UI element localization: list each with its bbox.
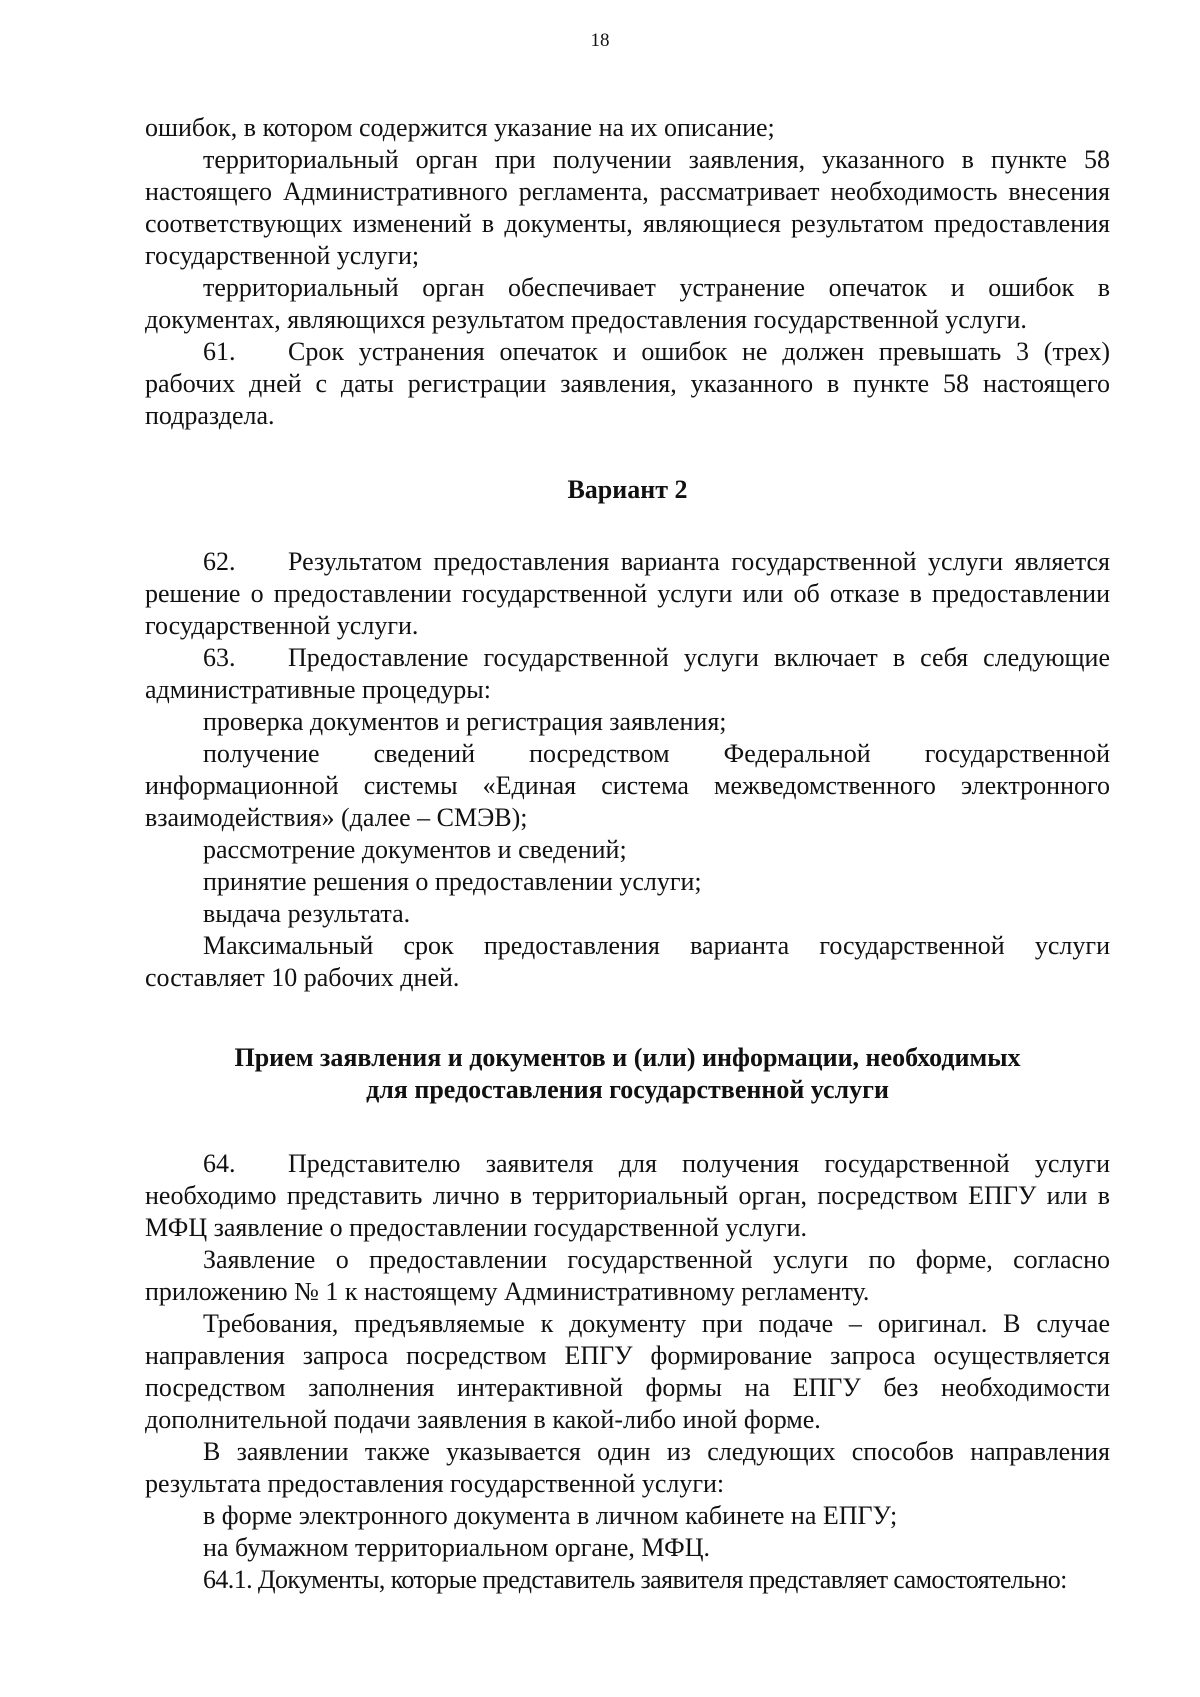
clause-63 bbox=[145, 642, 1110, 706]
clause-62-text: Результатом предоставления варианта государственной услуги является решение о предоставлении государственной услуги или об отказе в предоставлении государственной услуги. bbox=[145, 547, 1110, 640]
procedure-item: принятие решения о предоставлении услуги; bbox=[203, 867, 702, 896]
clause-61-number: 61. bbox=[203, 337, 236, 366]
heading-variant-2: Вариант 2 bbox=[567, 475, 688, 504]
procedure-item: получение сведений посредством Федеральной государственной информационной системы «Единая система межведомственного электронного взаимодействия» (далее – СМЭВ); bbox=[145, 739, 1110, 832]
procedure-item: рассмотрение документов и сведений; bbox=[203, 835, 627, 864]
clause-62 bbox=[145, 546, 1110, 642]
clause-64-number: 64. bbox=[203, 1149, 236, 1178]
page-number: 18 bbox=[590, 30, 610, 51]
paragraph-errors-continuation: ошибок, в котором содержится указание на их описание; bbox=[145, 113, 775, 142]
clause-63-text: Предоставление государственной услуги включает в себя следующие административные процедуры: bbox=[145, 643, 1110, 704]
paragraph-result-methods: В заявлении также указывается один из следующих способов направления результата предоставления государственной услуги: bbox=[145, 1437, 1110, 1498]
paragraph-territorial-correction: территориальный орган обеспечивает устранение опечаток и ошибок в документах, являющихся результатом предоставления государственной услуги. bbox=[145, 273, 1110, 334]
paragraph-application-form: Заявление о предоставлении государственной услуги по форме, согласно приложению № 1 к настоящему Административному регламенту. bbox=[145, 1245, 1110, 1306]
paragraph-max-term: Максимальный срок предоставления варианта государственной услуги составляет 10 рабочих дней. bbox=[145, 931, 1110, 992]
paragraph-requirements: Требования, предъявляемые к документу при подаче – оригинал. В случае направления запроса посредством ЕПГУ формирование запроса осуществляется посредством заполнения интерактивной формы на ЕПГУ без необходимости дополнительной подачи заявления в какой-либо иной форме. bbox=[145, 1309, 1110, 1434]
paragraph-territorial-review: территориальный орган при получении заявления, указанного в пункте 58 настоящего Административного регламента, рассматривает необходимость внесения соответствующих изменений в документы, являющиеся результатом предоставления государственной услуги; bbox=[145, 145, 1110, 270]
clause-61 bbox=[145, 336, 1110, 432]
heading-reception-line-2: для предоставления государственной услуги bbox=[366, 1075, 889, 1104]
result-method-item: на бумажном территориальном органе, МФЦ. bbox=[203, 1533, 710, 1562]
clause-64-1: 64.1. Документы, которые представитель заявителя представляет самостоятельно: bbox=[203, 1565, 1067, 1594]
document-body bbox=[145, 112, 1110, 1596]
result-method-item: в форме электронного документа в личном кабинете на ЕПГУ; bbox=[203, 1501, 898, 1530]
clause-62-number: 62. bbox=[203, 547, 236, 576]
procedure-item: проверка документов и регистрация заявления; bbox=[203, 707, 727, 736]
clause-64 bbox=[145, 1148, 1110, 1244]
clause-63-number: 63. bbox=[203, 643, 236, 672]
heading-reception-line-1: Прием заявления и документов и (или) информации, необходимых bbox=[234, 1043, 1021, 1072]
procedure-item: выдача результата. bbox=[203, 899, 411, 928]
clause-64-text: Представителю заявителя для получения государственной услуги необходимо представить лично в территориальный орган, посредством ЕПГУ или в МФЦ заявление о предоставлении государственной услуги. bbox=[145, 1149, 1110, 1242]
clause-61-text: Срок устранения опечаток и ошибок не должен превышать 3 (трех) рабочих дней с даты регистрации заявления, указанного в пункте 58 настоящего подраздела. bbox=[145, 337, 1110, 430]
